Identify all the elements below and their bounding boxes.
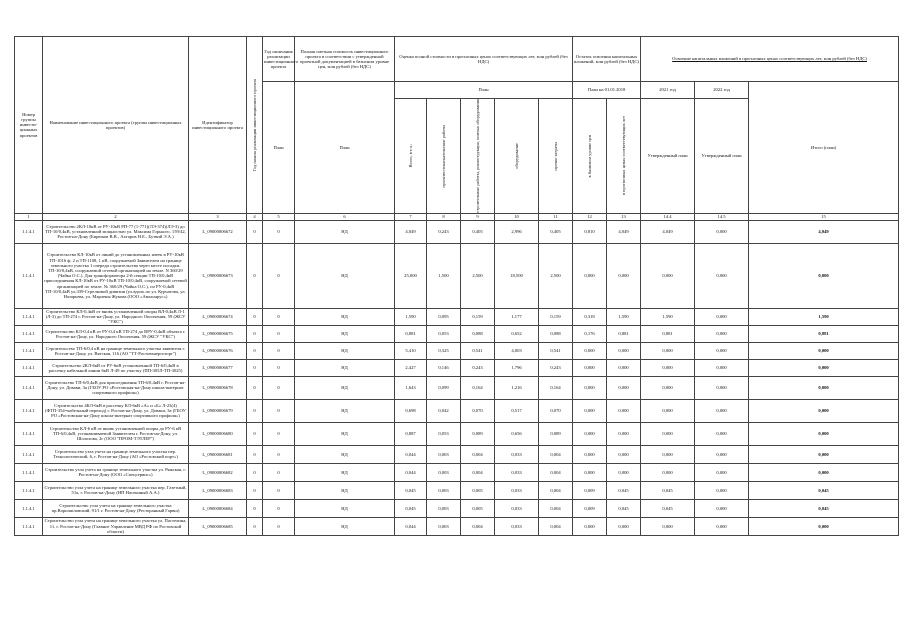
table-row xyxy=(15,243,899,308)
cell-v7: 4,049 xyxy=(395,220,427,243)
cell-y1: 0 xyxy=(247,243,263,308)
cell-v10: 4,003 xyxy=(495,342,539,359)
cell-fc: НД xyxy=(295,463,395,481)
cell-y1: 0 xyxy=(247,499,263,517)
cell-y1: 0 xyxy=(247,342,263,359)
cell-v9: 0,405 xyxy=(461,220,495,243)
cell-v16: 0,000 xyxy=(749,422,899,445)
cell-v12: 0,000 xyxy=(573,342,607,359)
cell-name: Строительство КЛ-6 кВ от вновь установленной опоры до РУ-6 кВ ТП-6/0,4кВ, устанавливаемой Заявителем г. Ростов-на-Дону, ул. Шолохова, 2г (ООО "ПРОМ-ТЭТЛЕР") xyxy=(43,422,189,445)
header-financing: Освоение капитальных вложений в прогнозных ценах соответствующих лет, млн рублей (без НДС) xyxy=(641,37,899,82)
cell-v14: 0,045 xyxy=(641,499,695,517)
cell-v9: 0,089 xyxy=(461,422,495,445)
cell-y1: 0 xyxy=(247,325,263,342)
cell-v15: 0,000 xyxy=(695,463,749,481)
cell-fc: НД xyxy=(295,325,395,342)
cell-v9: 0,005 xyxy=(461,481,495,499)
cell-v12: 0,000 xyxy=(573,376,607,399)
cell-v11: 0,159 xyxy=(539,308,573,325)
cell-v12: 0,176 xyxy=(573,325,607,342)
cell-v8: 0,099 xyxy=(427,376,461,399)
cell-name: Строительство КЛ-10кВ от линий до установленных ячеек в РУ-10кВ ТП-1016 ф. 2 и ТП-1108, 1 кВ, сооружаемой Заявителем на границе земельного участка 1 очереди строительства через месте посадки. ТП-10/0,4кВ, сооружаемой сетевой организацией на земле. N 360/29 (Чайка О.С.). Для трансформатора 2-й секции ТП-10/0,4кВ присоединения КЛ-10кВ от РУ-10кВ ТП-10/0,4кВ, сооружаемой сетевой организацией по земле. № 360/29 (Чайка О.С.), по РУ-0,4кВ ТП-10/0,4кВ ул.339-Стрелковой дивизии (ул.вдоль по ул. Курчатова, ул. Назарьева, ул. Марлены Жукова (ООО «Авалонрус») xyxy=(43,243,189,308)
cell-v8: 0,042 xyxy=(427,399,461,422)
cell-y2: 0 xyxy=(263,399,295,422)
cell-fc: НД xyxy=(295,399,395,422)
cell-id: L_09000006675 xyxy=(189,325,247,342)
cell-v12: 0,000 xyxy=(573,517,607,535)
cell-y2: 0 xyxy=(263,481,295,499)
header-sub-forecast: в прогнозных ценах соответствующих лет xyxy=(607,99,641,214)
document-page xyxy=(14,36,898,536)
cell-num: 1.1.4.1 xyxy=(15,308,43,325)
cell-v15: 0,000 xyxy=(695,342,749,359)
cell-fc: НД xyxy=(295,517,395,535)
cell-y2: 0 xyxy=(263,463,295,481)
cell-v9: 2,500 xyxy=(461,243,495,308)
cell-v14: 0,000 xyxy=(641,342,695,359)
cell-fc: НД xyxy=(295,481,395,499)
cell-name: Строительство ТП-6/0,4 кВ на границе земельного участка заявителя г. Ростов-на-Дону, ул. Вятская, 116 (АО "ТТ-Ростовэнерготорг") xyxy=(43,342,189,359)
cell-v13: 0,000 xyxy=(607,342,641,359)
table-row xyxy=(15,517,899,535)
cell-num: 1.1.4.1 xyxy=(15,325,43,342)
cell-v13: 0,000 xyxy=(607,376,641,399)
cell-y2: 0 xyxy=(263,342,295,359)
cell-v16: 0,045 xyxy=(749,499,899,517)
cell-v13: 0,000 xyxy=(607,463,641,481)
table-row xyxy=(15,376,899,399)
investment-projects-table xyxy=(14,36,899,536)
cell-v12: 0,000 xyxy=(573,422,607,445)
column-number: 15 xyxy=(749,213,899,220)
cell-y2: 0 xyxy=(263,325,295,342)
cell-id: L_09000006683 xyxy=(189,481,247,499)
cell-fc: НД xyxy=(295,422,395,445)
cell-v13: 0,000 xyxy=(607,517,641,535)
cell-v9: 0,541 xyxy=(461,342,495,359)
cell-v7: 0,044 xyxy=(395,517,427,535)
cell-v9: 0,004 xyxy=(461,463,495,481)
cell-v8: 1,500 xyxy=(427,243,461,308)
header-plan-estimate: План xyxy=(395,82,573,99)
header-estimate: Оценка полной стоимости в прогнозных ценах соответствующих лет, млн рублей (без НДС) xyxy=(395,37,573,82)
column-number: 10 xyxy=(495,213,539,220)
table-row xyxy=(15,325,899,342)
cell-id: L_09000006677 xyxy=(189,359,247,376)
cell-v15: 0,000 xyxy=(695,481,749,499)
cell-v7: 0,044 xyxy=(395,445,427,463)
cell-v9: 0,164 xyxy=(461,376,495,399)
cell-v14: 0,000 xyxy=(641,376,695,399)
column-number: 4 xyxy=(247,213,263,220)
cell-v9: 0,243 xyxy=(461,359,495,376)
cell-v8: 0,053 xyxy=(427,422,461,445)
header-sub-construction: строительные работы, реконструкция, монтаж оборудования xyxy=(461,99,495,214)
cell-v13: 4,049 xyxy=(607,220,641,243)
header-sub-design: проектно-изыскательские работы xyxy=(427,99,461,214)
cell-v13: 0,000 xyxy=(607,422,641,445)
cell-v7: 5,410 xyxy=(395,342,427,359)
cell-v9: 0,004 xyxy=(461,517,495,535)
column-numbers-row xyxy=(15,213,899,220)
header-project-name: Наименование инвестиционного проекта (группы инвестиционных проектов) xyxy=(43,37,189,214)
cell-y1: 0 xyxy=(247,445,263,463)
cell-v9: 0,005 xyxy=(461,499,495,517)
cell-y1: 0 xyxy=(247,517,263,535)
cell-v12: 0,009 xyxy=(573,499,607,517)
cell-v12: 0,000 xyxy=(573,445,607,463)
column-number: 7 xyxy=(395,213,427,220)
cell-v10: 0,517 xyxy=(495,399,539,422)
cell-num: 1.1.4.1 xyxy=(15,220,43,243)
cell-v14: 4,049 xyxy=(641,220,695,243)
cell-v15: 0,000 xyxy=(695,325,749,342)
cell-v16: 4,049 xyxy=(749,220,899,243)
cell-v7: 0,698 xyxy=(395,399,427,422)
cell-num: 1.1.4.1 xyxy=(15,342,43,359)
header-sub-total: Всего, в т.ч.: xyxy=(395,99,427,214)
cell-v13: 0,045 xyxy=(607,481,641,499)
cell-v7: 0,045 xyxy=(395,481,427,499)
cell-v16: 0,000 xyxy=(749,342,899,359)
cell-y1: 0 xyxy=(247,463,263,481)
cell-v11: 0,004 xyxy=(539,517,573,535)
cell-num: 1.1.4.1 xyxy=(15,359,43,376)
cell-y1: 0 xyxy=(247,359,263,376)
cell-v10: 0,033 xyxy=(495,517,539,535)
cell-v14: 0,045 xyxy=(641,481,695,499)
table-row xyxy=(15,499,899,517)
cell-y1: 0 xyxy=(247,399,263,422)
cell-v15: 0,000 xyxy=(695,376,749,399)
cell-id: L_09000006678 xyxy=(189,376,247,399)
cell-v14: 0,000 xyxy=(641,445,695,463)
cell-name: Строительство КЛ-0,4кВ от вновь установленной опоры ВЛ-0,4кВ Л-1 (Л-3) до ТП-274 г. Ростов-на-Дону, ул. Народного Ополчения, 59 (ЖСУ "УКС") xyxy=(43,308,189,325)
header-project-id: Идентификатор инвестиционного проекта xyxy=(189,37,247,214)
cell-y1: 0 xyxy=(247,422,263,445)
cell-v8: 0,003 xyxy=(427,481,461,499)
column-number: 1 xyxy=(15,213,43,220)
cell-v13: 0,000 xyxy=(607,399,641,422)
cell-v12: 0,000 xyxy=(573,463,607,481)
cell-v11: 2,500 xyxy=(539,243,573,308)
cell-v11: 0,088 xyxy=(539,325,573,342)
cell-v8: 0,146 xyxy=(427,359,461,376)
cell-v10: 1,216 xyxy=(495,376,539,399)
header-approved-2021: Утвержденный план xyxy=(641,99,695,214)
cell-v9: 0,004 xyxy=(461,445,495,463)
table-row xyxy=(15,359,899,376)
cell-name: Строительство ТП-6/0,4кВ для присоединения ТП-6/0,4кВ г. Ростов-на-Дону, ул. Доваки, 3а (ГБОУ РО «Ростовская-на-Дону школа-интернат спортивного профиля») xyxy=(43,376,189,399)
cell-num: 1.1.4.1 xyxy=(15,422,43,445)
header-group-number: Номер группы инвести-ционных проектов xyxy=(15,37,43,214)
cell-fc: НД xyxy=(295,376,395,399)
cell-v7: 1,643 xyxy=(395,376,427,399)
cell-name: Строительство 2КЛ-6кВ от РУ-6кВ установленной ТП-6/0,4кВ в рассечку кабельной линии 6кВ Л-49 по участку (ПП-305Л-ТП-3025) xyxy=(43,359,189,376)
cell-name: Строительство узла учета на границе земельного участка ул. Ряжская, г. Ростов-на-Дону (ООО «Спецсервис») xyxy=(43,463,189,481)
header-approved-2022: Утвержденный план xyxy=(695,99,749,214)
cell-v11: 0,070 xyxy=(539,399,573,422)
cell-v8: 0,053 xyxy=(427,325,461,342)
cell-v10: 0,033 xyxy=(495,481,539,499)
cell-v7: 0,045 xyxy=(395,499,427,517)
cell-y1: 0 xyxy=(247,220,263,243)
cell-v12: 0,000 xyxy=(573,359,607,376)
cell-fc: НД xyxy=(295,445,395,463)
cell-name: Строительство КЛ-0,4 кВ от РУ-0,4 кВ ТП-274 до ВРУ-0,4кВ объекта г. Ростов-на-Дону, ул. Народного Ополчения, 59 (ЖСУ "УКС") xyxy=(43,325,189,342)
cell-v12: 0,000 xyxy=(573,399,607,422)
table-row xyxy=(15,308,899,325)
cell-v12: 0,000 xyxy=(573,243,607,308)
cell-v10: 18,500 xyxy=(495,243,539,308)
column-number: 14.4 xyxy=(641,213,695,220)
cell-v15: 0,000 xyxy=(695,517,749,535)
table-row xyxy=(15,399,899,422)
cell-v11: 0,243 xyxy=(539,359,573,376)
cell-name: Строительство 2КЛ-10кВ от РУ-10кВ РП-77 (1-771)(ЛЭ-374)(ЛЭ-3) до ТП-10/0,4кВ, установленной мощностью ул. Максима Горького, 159/42, Ростов-на-Дону (Бирюков В.В., Ахтаров Н.Е., Бутвий Э.А.) xyxy=(43,220,189,243)
cell-num: 1.1.4.1 xyxy=(15,445,43,463)
cell-v7: 1,590 xyxy=(395,308,427,325)
header-2022: 2022 год xyxy=(695,82,749,99)
cell-v14: 0,000 xyxy=(641,517,695,535)
cell-y2: 0 xyxy=(263,422,295,445)
column-number: 9 xyxy=(461,213,495,220)
cell-v8: 0,003 xyxy=(427,499,461,517)
column-number: 8 xyxy=(427,213,461,220)
cell-v8: 0,003 xyxy=(427,463,461,481)
cell-v13: 1,590 xyxy=(607,308,641,325)
cell-v7: 0,881 xyxy=(395,325,427,342)
cell-v7: 25,000 xyxy=(395,243,427,308)
cell-v14: 0,000 xyxy=(641,399,695,422)
cell-v8: 0,095 xyxy=(427,308,461,325)
cell-v13: 0,000 xyxy=(607,445,641,463)
cell-v11: 0,164 xyxy=(539,376,573,399)
cell-v15: 0,000 xyxy=(695,445,749,463)
cell-v14: 0,000 xyxy=(641,463,695,481)
cell-y2: 0 xyxy=(263,308,295,325)
cell-y1: 0 xyxy=(247,308,263,325)
column-number: 13 xyxy=(607,213,641,220)
cell-id: L_09000006681 xyxy=(189,445,247,463)
cell-v14: 1,590 xyxy=(641,308,695,325)
cell-v16: 1,590 xyxy=(749,308,899,325)
cell-v11: 0,004 xyxy=(539,499,573,517)
cell-v10: 0,652 xyxy=(495,325,539,342)
cell-v7: 0,887 xyxy=(395,422,427,445)
cell-id: L_09000006679 xyxy=(189,399,247,422)
column-number: 3 xyxy=(189,213,247,220)
cell-v13: 0,881 xyxy=(607,325,641,342)
cell-v10: 0,033 xyxy=(495,499,539,517)
header-total: Итого (план) xyxy=(749,82,899,214)
header-sub-equipment: оборудование xyxy=(495,99,539,214)
column-number: 11 xyxy=(539,213,573,220)
column-number: 12 xyxy=(573,213,607,220)
cell-v15: 0,000 xyxy=(695,399,749,422)
column-number: 5 xyxy=(263,213,295,220)
cell-id: L_09000006680 xyxy=(189,422,247,445)
cell-v11: 0,004 xyxy=(539,463,573,481)
cell-fc: НД xyxy=(295,243,395,308)
header-sub-other: прочие затраты xyxy=(539,99,573,214)
table-row xyxy=(15,463,899,481)
header-2021: 2021 год xyxy=(641,82,695,99)
cell-fc: НД xyxy=(295,342,395,359)
cell-name: Строительство узла учета на границе земельного участка пер. Технологический, 6, г. Ростов-на-Дону (АО «Ростовский порт») xyxy=(43,445,189,463)
table-body xyxy=(15,220,899,535)
cell-v10: 0,656 xyxy=(495,422,539,445)
cell-v16: 0,000 xyxy=(749,463,899,481)
cell-v12: 0,318 xyxy=(573,308,607,325)
cell-v10: 1,177 xyxy=(495,308,539,325)
header-row-1 xyxy=(15,37,899,82)
cell-name: Строительство 4КЛ-6кВ в рассечку КЛ-6кВ «А» и «Б» Л-23(4) (ФТП-354=кабельный переход) г. Ростов-на-Дону, ул. Доваки, 3а (ГБОУ РО «Ростовская-на-Дону школа-интернат спортивного профиля») xyxy=(43,399,189,422)
cell-v14: 0,000 xyxy=(641,422,695,445)
cell-fc: НД xyxy=(295,499,395,517)
cell-v15: 0,000 xyxy=(695,359,749,376)
cell-y2: 0 xyxy=(263,359,295,376)
cell-y2: 0 xyxy=(263,499,295,517)
cell-num: 1.1.4.1 xyxy=(15,517,43,535)
cell-y2: 0 xyxy=(263,243,295,308)
cell-name: Строительство узла учета на границе земельного участка пр.Ворошиловский, 91/1 г. Ростов-на-Дону (Ресторанный Гарвш) xyxy=(43,499,189,517)
cell-v11: 0,541 xyxy=(539,342,573,359)
cell-v10: 0,033 xyxy=(495,445,539,463)
cell-v12: 0,810 xyxy=(573,220,607,243)
cell-v8: 0,003 xyxy=(427,517,461,535)
cell-v10: 2,996 xyxy=(495,220,539,243)
cell-v16: 0,000 xyxy=(749,399,899,422)
cell-id: L_09000006673 xyxy=(189,243,247,308)
cell-y1: 0 xyxy=(247,481,263,499)
cell-v14: 0,000 xyxy=(641,359,695,376)
cell-v12: 0,009 xyxy=(573,481,607,499)
cell-v15: 0,000 xyxy=(695,308,749,325)
header-plan-year-end: План xyxy=(263,82,295,214)
cell-v11: 0,004 xyxy=(539,481,573,499)
cell-id: L_09000006685 xyxy=(189,517,247,535)
cell-name: Строительство узла учета на границе земельного участка ул. Пастелина, 11, г. Ростов-на-Дону (Главное Управление МВД РФ по Ростовской области) xyxy=(43,517,189,535)
cell-fc: НД xyxy=(295,359,395,376)
cell-v9: 0,159 xyxy=(461,308,495,325)
cell-num: 1.1.4.1 xyxy=(15,481,43,499)
cell-v11: 0,004 xyxy=(539,445,573,463)
cell-v11: 0,405 xyxy=(539,220,573,243)
cell-id: L_09000006676 xyxy=(189,342,247,359)
cell-v16: 0,881 xyxy=(749,325,899,342)
cell-id: L_09000006682 xyxy=(189,463,247,481)
header-remaining: Остаток освоения капитальных вложений, млн рублей (без НДС) xyxy=(573,37,641,82)
cell-id: L_09000006672 xyxy=(189,220,247,243)
cell-v13: 0,000 xyxy=(607,243,641,308)
cell-v7: 0,044 xyxy=(395,463,427,481)
header-full-cost: Полная сметная стоимость инвестиционного проекта в соответствии с утвержденной проектной документацией в базисном уровне цен, млн рублей (без НДС) xyxy=(295,37,395,82)
table-row xyxy=(15,220,899,243)
cell-fc: НД xyxy=(295,220,395,243)
header-sub-base: в базисном уровне цен xyxy=(573,99,607,214)
cell-num: 1.1.4.1 xyxy=(15,376,43,399)
header-plan-full-cost: План xyxy=(295,82,395,214)
cell-v15: 0,000 xyxy=(695,422,749,445)
cell-v13: 0,000 xyxy=(607,359,641,376)
cell-v8: 0,243 xyxy=(427,220,461,243)
cell-v16: 0,000 xyxy=(749,359,899,376)
cell-v14: 0,000 xyxy=(641,243,695,308)
cell-v9: 0,088 xyxy=(461,325,495,342)
cell-v14: 0,881 xyxy=(641,325,695,342)
header-year-end: Год окончания реализации инвестиционного проекта xyxy=(263,37,295,82)
table-row xyxy=(15,422,899,445)
cell-v15: 0,000 xyxy=(695,243,749,308)
cell-v16: 0,000 xyxy=(749,445,899,463)
cell-y1: 0 xyxy=(247,376,263,399)
table-row xyxy=(15,481,899,499)
cell-num: 1.1.4.1 xyxy=(15,499,43,517)
table-row xyxy=(15,445,899,463)
header-plan-on: План на 01.01.2018 xyxy=(573,82,641,99)
cell-v16: 0,000 xyxy=(749,517,899,535)
column-number: 6 xyxy=(295,213,395,220)
cell-y2: 0 xyxy=(263,220,295,243)
cell-v13: 0,045 xyxy=(607,499,641,517)
cell-v9: 0,070 xyxy=(461,399,495,422)
cell-v10: 0,033 xyxy=(495,463,539,481)
cell-v16: 0,000 xyxy=(749,243,899,308)
column-number: 2 xyxy=(43,213,189,220)
cell-v11: 0,089 xyxy=(539,422,573,445)
cell-name: Строительство узла учета на границе земельного участка пер. Газетный, 51а, г. Ростов-на-Дону (ИП Насекиный А.А.) xyxy=(43,481,189,499)
table-row xyxy=(15,342,899,359)
cell-v7: 2,427 xyxy=(395,359,427,376)
cell-v8: 0,325 xyxy=(427,342,461,359)
cell-v16: 0,000 xyxy=(749,376,899,399)
cell-v16: 0,045 xyxy=(749,481,899,499)
cell-v15: 0,000 xyxy=(695,220,749,243)
cell-num: 1.1.4.1 xyxy=(15,463,43,481)
cell-v8: 0,003 xyxy=(427,445,461,463)
cell-y2: 0 xyxy=(263,517,295,535)
cell-num: 1.1.4.1 xyxy=(15,399,43,422)
header-year-start: Год начала реализации инвестиционного проекта xyxy=(247,37,263,214)
cell-id: L_09000006684 xyxy=(189,499,247,517)
cell-v15: 0,000 xyxy=(695,499,749,517)
cell-y2: 0 xyxy=(263,376,295,399)
cell-y2: 0 xyxy=(263,445,295,463)
cell-fc: НД xyxy=(295,308,395,325)
column-number: 14.5 xyxy=(695,213,749,220)
cell-v10: 1,796 xyxy=(495,359,539,376)
cell-id: L_09000006674 xyxy=(189,308,247,325)
cell-num: 1.1.4.1 xyxy=(15,243,43,308)
